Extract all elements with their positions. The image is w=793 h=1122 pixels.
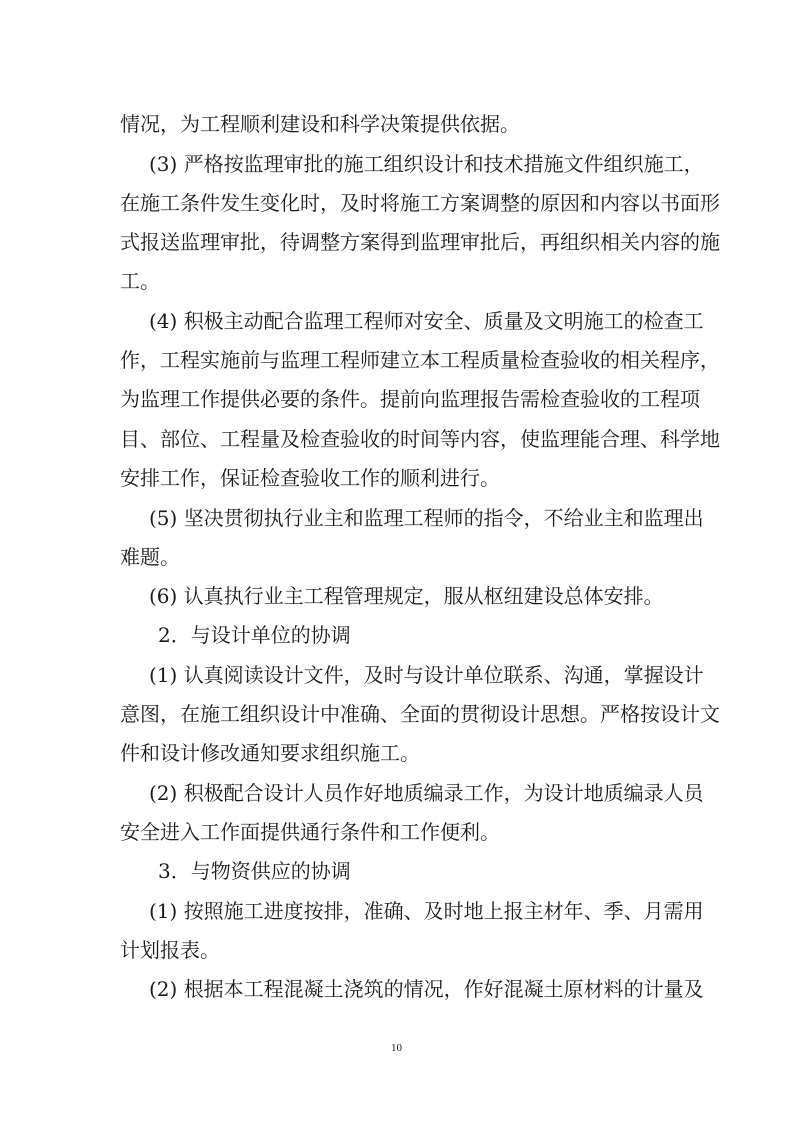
text-line-10: 安排工作，保证检查验收工作的顺利进行。 <box>120 466 500 490</box>
text-line-5: 工。 <box>120 269 160 293</box>
text-line-13: (6) 认真执行业主工程管理规定，服从枢纽建设总体安排。 <box>149 584 664 608</box>
text-line-16: 意图，在施工组织设计中准确、全面的贯彻设计思想。严格按设计文 <box>120 702 720 726</box>
text-line-22: 计划报表。 <box>120 938 220 962</box>
text-line-17: 件和设计修改通知要求组织施工。 <box>120 741 420 765</box>
text-line-8: 为监理工作提供必要的条件。提前向监理报告需检查验收的工程项 <box>120 387 700 411</box>
text-line-1: 情况，为工程顺利建设和科学决策提供依据。 <box>120 112 520 136</box>
section-heading-3: 3．与物资供应的协调 <box>158 859 351 883</box>
text-line-18: (2) 积极配合设计人员作好地质编录工作，为设计地质编录人员 <box>149 781 704 805</box>
text-line-12: 难题。 <box>120 545 180 569</box>
text-line-3: 在施工条件发生变化时，及时将施工方案调整的原因和内容以书面形 <box>120 191 720 215</box>
text-line-23: (2) 根据本工程混凝土浇筑的情况，作好混凝土原材料的计量及 <box>149 977 704 1001</box>
text-line-11: (5) 坚决贯彻执行业主和监理工程师的指令，不给业主和监理出 <box>149 506 704 530</box>
section-heading-2: 2．与设计单位的协调 <box>158 623 351 647</box>
text-line-4: 式报送监理审批，待调整方案得到监理审批后，再组织相关内容的施 <box>120 230 720 254</box>
text-line-21: (1) 按照施工进度按排，准确、及时地上报主材年、季、月需用 <box>149 899 704 923</box>
text-line-19: 安全进入工作面提供通行条件和工作便利。 <box>120 820 500 844</box>
text-line-15: (1) 认真阅读设计文件，及时与设计单位联系、沟通，掌握设计 <box>149 663 704 687</box>
page-number: 10 <box>391 1042 402 1054</box>
text-line-6: (4) 积极主动配合监理工程师对安全、质量及文明施工的检查工 <box>149 309 704 333</box>
text-line-9: 目、部位、工程量及检查验收的时间等内容，使监理能合理、科学地 <box>120 427 720 451</box>
text-line-7: 作，工程实施前与监理工程师建立本工程质量检查验收的相关程序， <box>120 348 720 372</box>
text-line-2: (3) 严格按监理审批的施工组织设计和技术措施文件组织施工， <box>149 152 704 176</box>
